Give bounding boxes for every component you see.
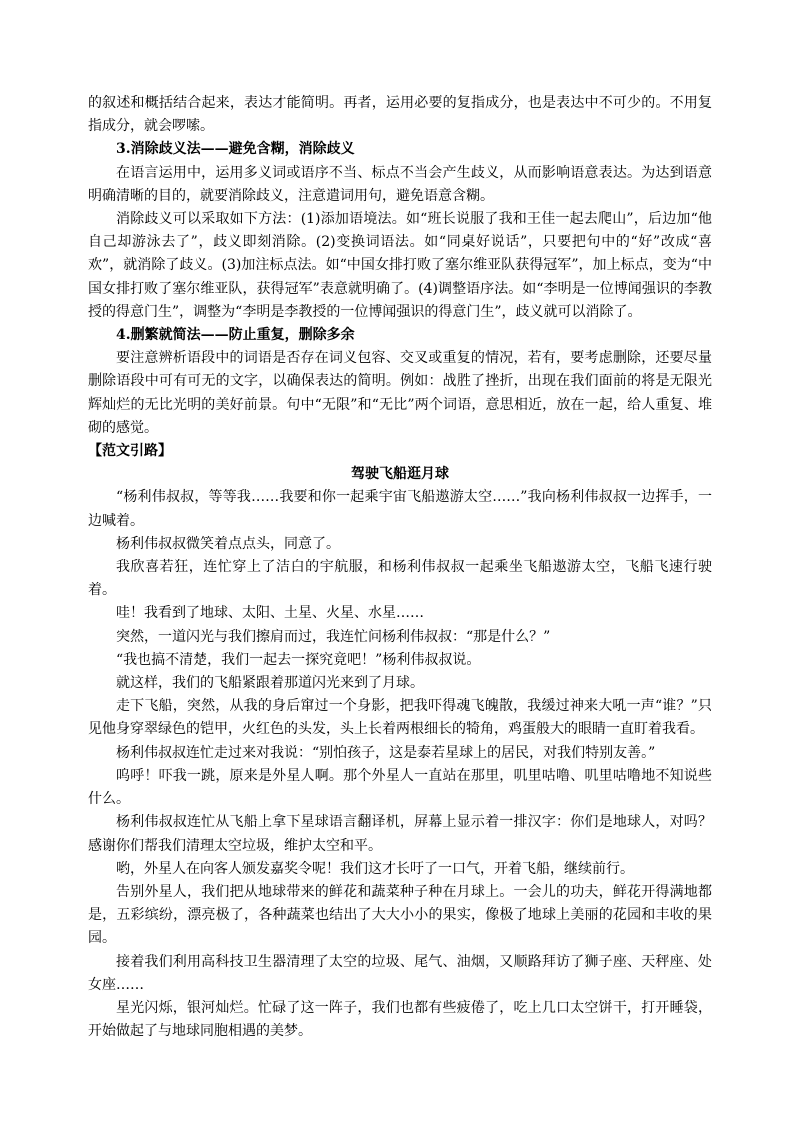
essay-paragraph: 哇！我看到了地球、太阳、土星、火星、水星…… [116,605,424,622]
essay-paragraph: 哟，外星人在向客人颁发嘉奖令呢！我们这才长吁了一口气，开着飞船，继续前行。 [116,860,634,877]
paragraph: 在语言运用中，运用多义词或语序不当、标点不当会产生歧义，从而影响语意表达。为达到语意明确清晰的目的，就要消除歧义，注意遣词用句，避免语意含糊。 [88,164,712,204]
paragraph: 消除歧义可以采取如下方法：(1)添加语境法。如“班长说服了我和王佳一起去爬山”，后边加“他自己却游泳去了”，歧义即刻消除。(2)变换词语法。如“同桌好说话”，只要把句中的“好”改成“喜欢”，就消除了歧义。(3)加注标点法。如“中国女排打败了塞尔维亚队获得冠军”，加上标点，变为“中国女排打败了塞尔维亚队，获得冠军”表意就明确了。(4)调整语序法。如“李明是一位博闻强识的李教授的得意门生”，调整为“李明是李教授的一位博闻强识的得意门生”，歧义就可以消除了。 [88,211,712,320]
essay-paragraph: “杨利伟叔叔，等等我……我要和你一起乘宇宙飞船遨游太空……”我向杨利伟叔叔一边挥手，一边喊着。 [88,489,712,529]
essay-paragraph: 走下飞船，突然，从我的身后窜过一个身影，把我吓得魂飞魄散，我缓过神来大吼一声“谁？”只见他身穿翠绿色的铠甲，火红色的头发，头上长着两根细长的犄角，鸡蛋般大的眼睛一直盯着我看。 [88,698,712,738]
essay-paragraph: 告别外星人，我们把从地球带来的鲜花和蔬菜种子种在月球上。一会儿的功夫，鲜花开得满地都是，五彩缤纷，漂亮极了，各种蔬菜也结出了大大小小的果实，像极了地球上美丽的花园和丰收的果园。 [88,883,712,947]
essay-title: 驾驶飞船逛月球 [351,466,449,483]
essay-paragraph: 杨利伟叔叔连忙从飞船上拿下星球语言翻译机，屏幕上显示着一排汉字：你们是地球人，对吗？感谢你们帮我们清理太空垃圾，维护太空和平。 [88,814,712,854]
essay-paragraph: 杨利伟叔叔微笑着点点头，同意了。 [116,535,340,552]
essay-paragraph: 突然，一道闪光与我们擦肩而过，我连忙问杨利伟叔叔：“那是什么？” [116,628,551,645]
section-label-model-essay: 【范文引路】 [88,443,172,460]
essay-paragraph: 我欣喜若狂，连忙穿上了洁白的宇航服，和杨利伟叔叔一起乘坐飞船遨游太空，飞船飞速行驶着。 [88,559,712,599]
essay-paragraph: 呜呼！吓我一跳，原来是外星人啊。那个外星人一直站在那里，叽里咕噜、叽里咕噜地不知说些什么。 [88,767,712,808]
essay-paragraph: 星光闪烁，银河灿烂。忙碌了这一阵子，我们也都有些疲倦了，吃上几口太空饼干，打开睡袋，开始做起了与地球同胞相遇的美梦。 [88,999,712,1040]
essay-paragraph: 接着我们利用高科技卫生器清理了太空的垃圾、尾气、油烟，又顺路拜访了狮子座、天秤座、处女座…… [88,953,712,993]
essay-paragraph: “我也搞不清楚，我们一起去一探究竟吧！”杨利伟叔叔说。 [116,651,481,668]
essay-paragraph: 就这样，我们的飞船紧跟着那道闪光来到了月球。 [116,675,424,692]
paragraph: 要注意辨析语段中的词语是否存在词义包容、交叉或重复的情况，若有，要考虑删除，还要尽量删除语段中可有可无的文字，以确保表达的简明。例如：战胜了挫折，出现在我们面前的将是无限光辉灿烂的无比光明的美好前景。句中“无限”和“无比”两个词语，意思相近，放在一起，给人重复、堆砌的感觉。 [88,350,712,436]
heading-simplification-method: 4.删繁就简法——防止重复，删除多余 [116,327,355,344]
essay-paragraph: 杨利伟叔叔连忙走过来对我说：“别怕孩子，这是泰若星球上的居民，对我们特别友善。” [116,744,656,761]
paragraph-continuation: 的叙述和概括结合起来，表达才能简明。再者，运用必要的复指成分，也是表达中不可少的。不用复指成分，就会啰嗦。 [88,95,712,135]
document-body [88,92,712,1043]
heading-disambiguation-method: 3.消除歧义法——避免含糊，消除歧义 [116,141,355,158]
